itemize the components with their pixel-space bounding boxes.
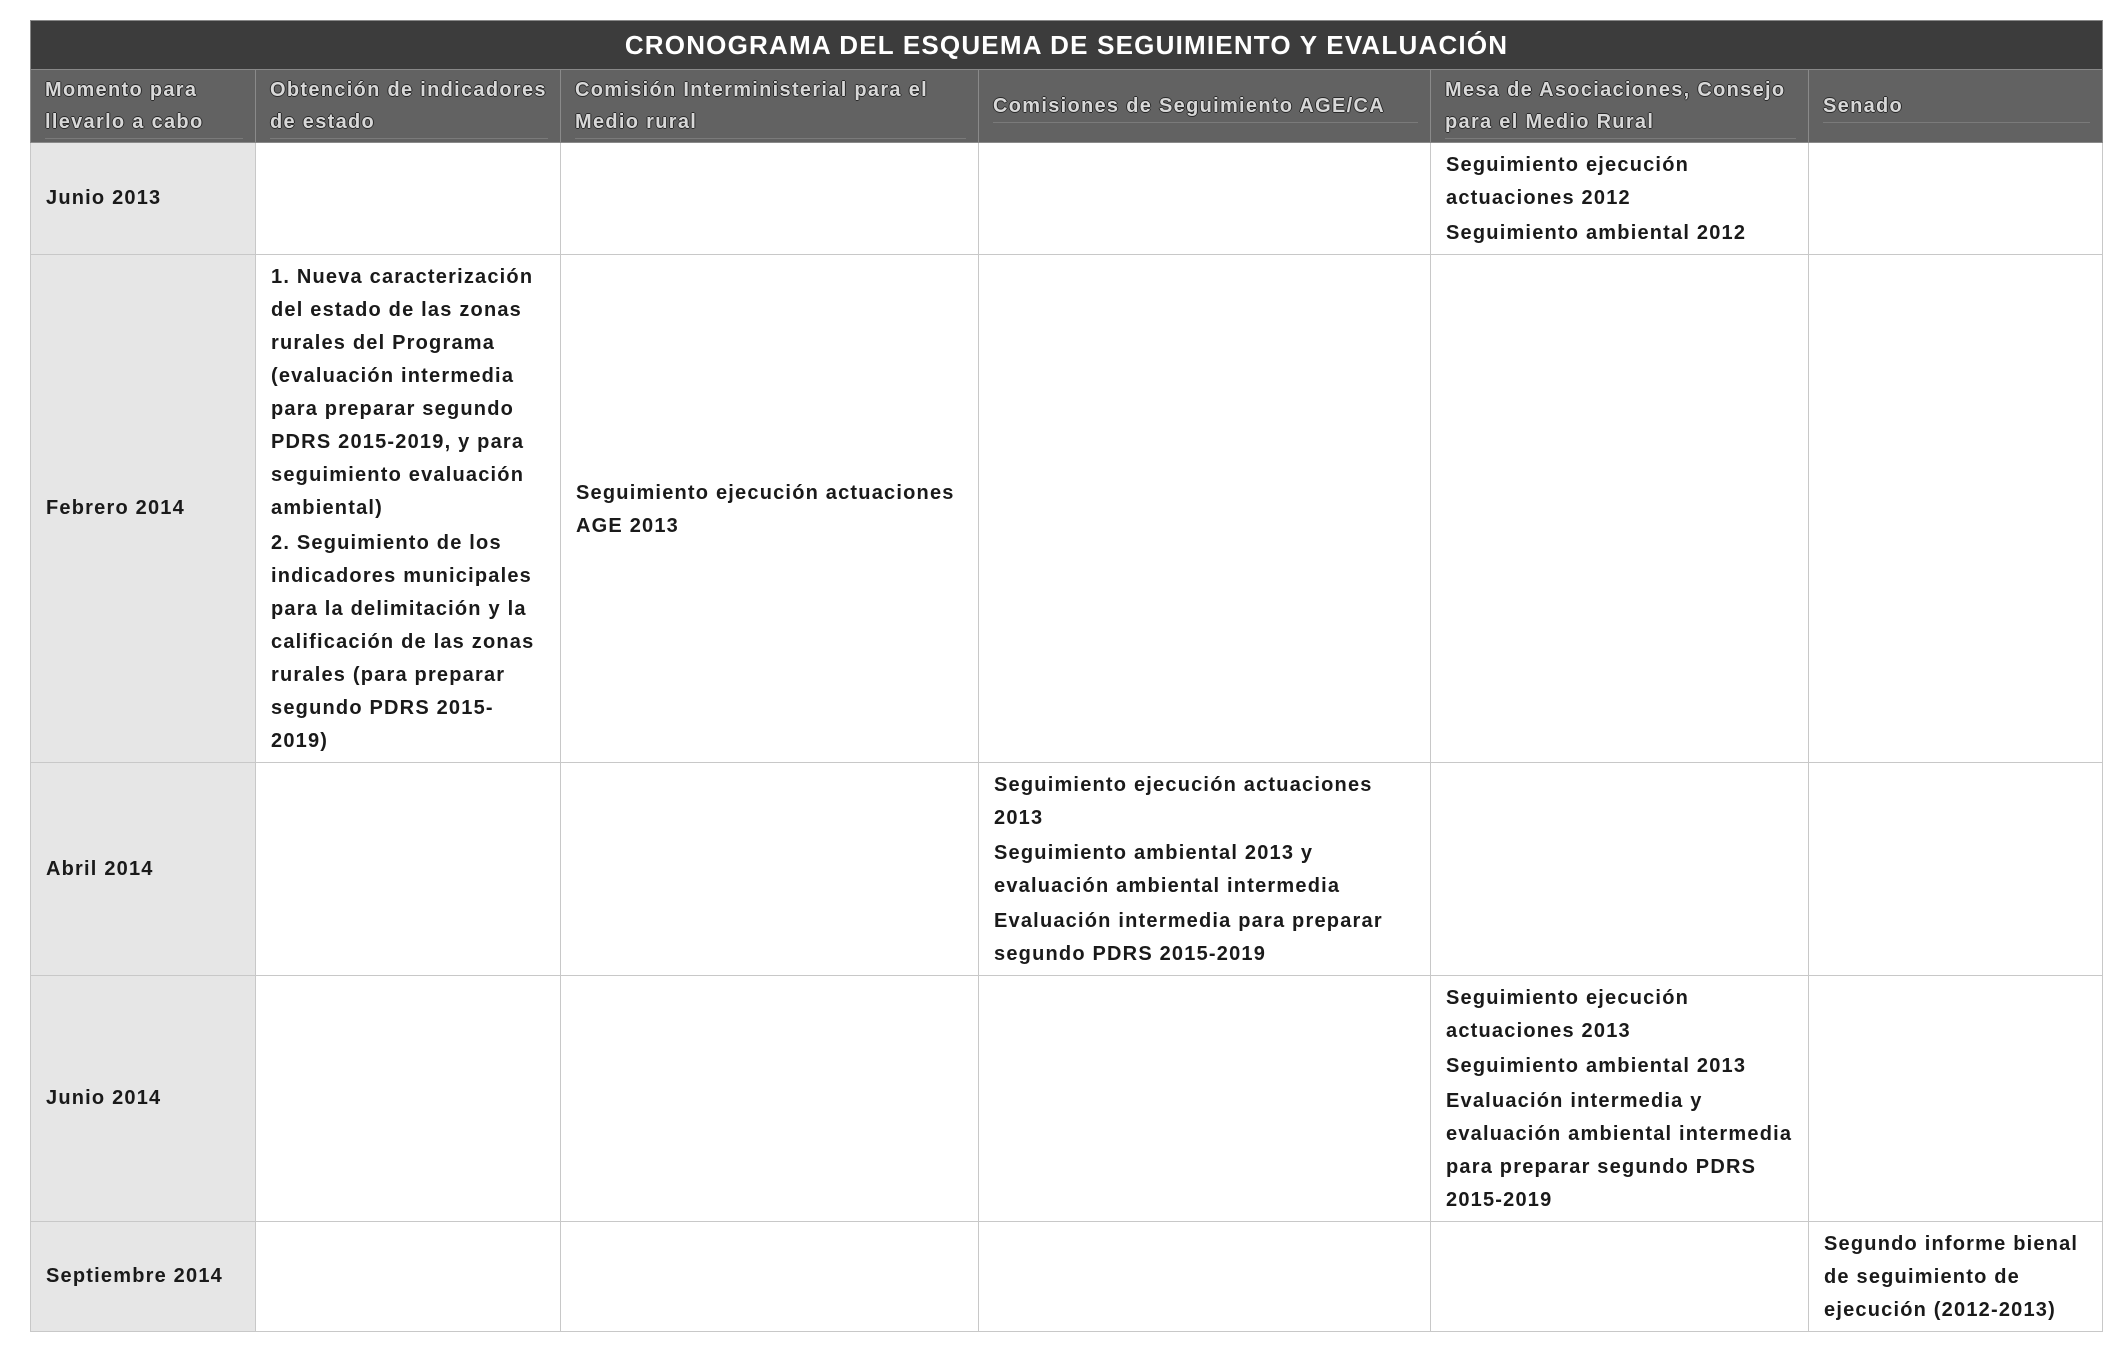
cell-senado bbox=[1809, 1222, 2103, 1332]
table-row bbox=[31, 255, 2103, 763]
cell-indicadores bbox=[256, 255, 561, 763]
cell-entry: Evaluación intermedia y evaluación ambiental intermedia para preparar segundo PDRS 2015-2019 bbox=[1446, 1090, 1793, 1211]
cell-indicadores bbox=[256, 143, 561, 255]
cell-seguimiento bbox=[979, 976, 1431, 1222]
header-mesa: Mesa de Asociaciones, Consejo para el Medio Rural bbox=[1431, 70, 1809, 143]
cell-mesa bbox=[1431, 143, 1809, 255]
header-row bbox=[31, 70, 2103, 143]
header-momento: Momento para llevarlo a cabo bbox=[31, 70, 256, 143]
cell-mesa bbox=[1431, 763, 1809, 976]
cell-entry: 1. Nueva caracterización del estado de las zonas rurales del Programa (evaluación intermedia para preparar segundo PDRS 2015-2019, y para seguimiento evaluación ambiental) bbox=[271, 266, 534, 519]
cell-senado bbox=[1809, 976, 2103, 1222]
table-body bbox=[31, 143, 2103, 1332]
table-row bbox=[31, 763, 2103, 976]
date-cell: Septiembre 2014 bbox=[31, 1222, 256, 1332]
cell-seguimiento bbox=[979, 763, 1431, 976]
cell-senado bbox=[1809, 763, 2103, 976]
cell-entry: Seguimiento ejecución actuaciones AGE 2013 bbox=[576, 481, 955, 537]
cell-senado bbox=[1809, 255, 2103, 763]
table-title: CRONOGRAMA DEL ESQUEMA DE SEGUIMIENTO Y EVALUACIÓN bbox=[31, 21, 2103, 70]
schedule-table bbox=[30, 20, 2103, 1332]
cell-indicadores bbox=[256, 1222, 561, 1332]
cell-entry: Evaluación intermedia para preparar segundo PDRS 2015-2019 bbox=[994, 910, 1383, 965]
date-cell: Abril 2014 bbox=[31, 763, 256, 976]
table-row bbox=[31, 1222, 2103, 1332]
cell-entry: Seguimiento ambiental 2013 y evaluación ambiental intermedia bbox=[994, 842, 1341, 897]
cell-seguimiento bbox=[979, 255, 1431, 763]
cell-entry: Segundo informe bienal de seguimiento de ejecución (2012-2013) bbox=[1824, 1233, 2079, 1321]
cell-comision bbox=[561, 1222, 979, 1332]
cell-senado bbox=[1809, 143, 2103, 255]
cell-entry: Seguimiento ejecución actuaciones 2013 bbox=[1446, 987, 1690, 1042]
cell-mesa bbox=[1431, 1222, 1809, 1332]
header-comision: Comisión Interministerial para el Medio rural bbox=[561, 70, 979, 143]
cell-entry: Seguimiento ejecución actuaciones 2013 bbox=[994, 774, 1373, 829]
date-cell: Febrero 2014 bbox=[31, 255, 256, 763]
cell-comision bbox=[561, 143, 979, 255]
header-senado: Senado bbox=[1809, 70, 2103, 143]
cell-seguimiento bbox=[979, 1222, 1431, 1332]
header-indicadores: Obtención de indicadores de estado bbox=[256, 70, 561, 143]
cell-seguimiento bbox=[979, 143, 1431, 255]
cell-indicadores bbox=[256, 763, 561, 976]
date-cell: Junio 2014 bbox=[31, 976, 256, 1222]
table-row bbox=[31, 143, 2103, 255]
cell-comision bbox=[561, 763, 979, 976]
cell-mesa bbox=[1431, 255, 1809, 763]
cell-entry: Seguimiento ambiental 2012 bbox=[1446, 222, 1747, 244]
date-cell: Junio 2013 bbox=[31, 143, 256, 255]
cell-comision bbox=[561, 255, 979, 763]
cell-entry: 2. Seguimiento de los indicadores municipales para la delimitación y la calificación de las zonas rurales (para preparar segundo PDRS 2015-2019) bbox=[271, 532, 535, 752]
schedule-page bbox=[30, 20, 2102, 1332]
cell-indicadores bbox=[256, 976, 561, 1222]
header-seguimiento: Comisiones de Seguimiento AGE/CA bbox=[979, 70, 1431, 143]
cell-entry: Seguimiento ejecución actuaciones 2012 bbox=[1446, 154, 1690, 209]
cell-comision bbox=[561, 976, 979, 1222]
table-row bbox=[31, 976, 2103, 1222]
cell-entry: Seguimiento ambiental 2013 bbox=[1446, 1055, 1747, 1077]
cell-mesa bbox=[1431, 976, 1809, 1222]
